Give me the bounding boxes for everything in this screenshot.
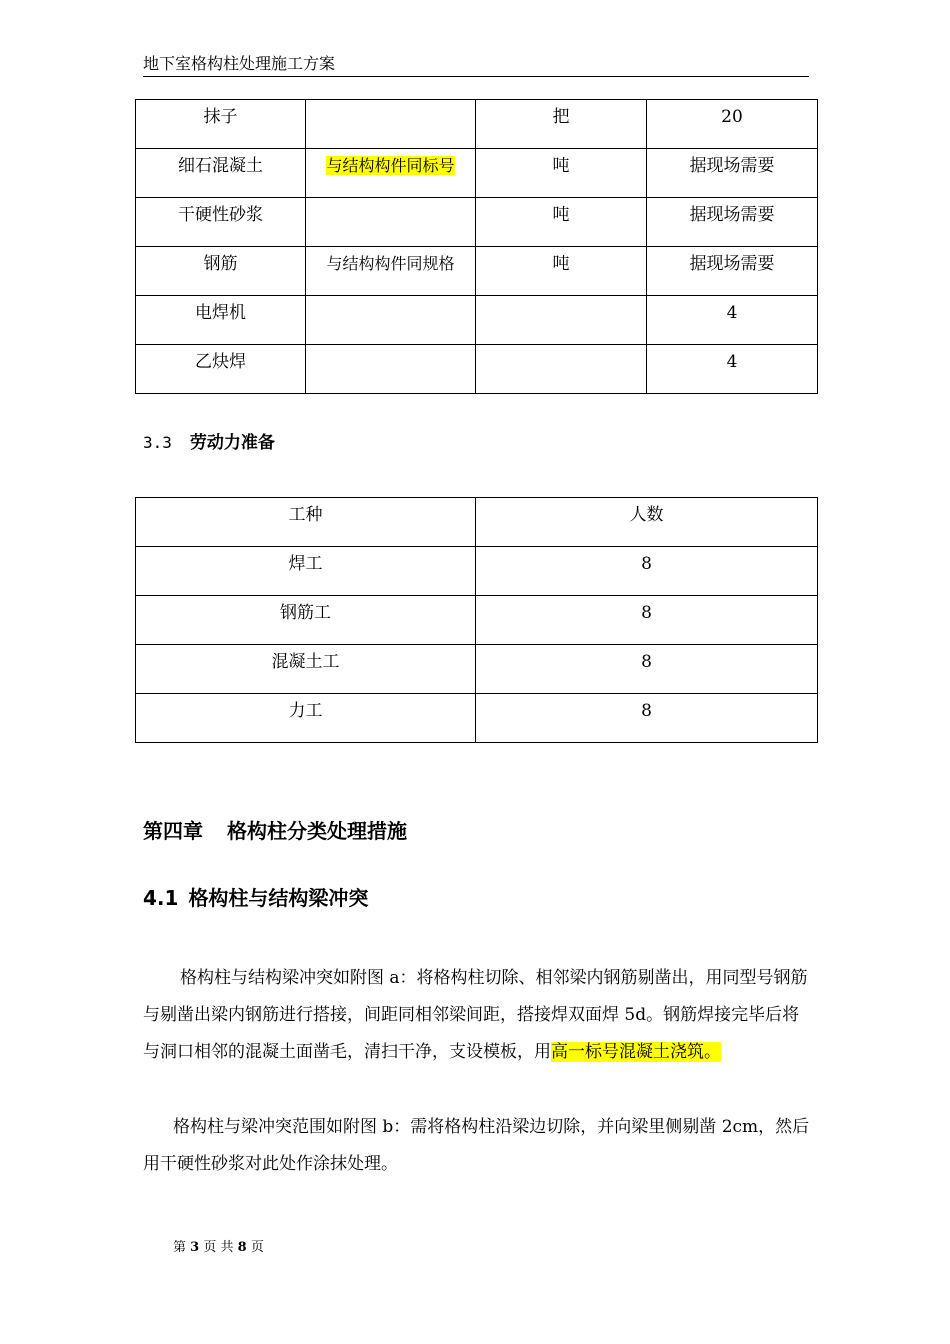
materials-table (135, 99, 818, 394)
material-name: 乙炔焊 (136, 345, 306, 394)
material-unit: 把 (476, 100, 647, 149)
labor-count: 8 (476, 547, 818, 596)
table-row (136, 596, 818, 645)
table-row (136, 345, 818, 394)
material-qty: 据现场需要 (647, 198, 818, 247)
section-title: 格构柱与结构梁冲突 (188, 886, 369, 910)
table-row (136, 547, 818, 596)
chapter-label: 第四章 (143, 819, 203, 843)
material-unit: 吨 (476, 149, 647, 198)
material-qty: 20 (647, 100, 818, 149)
material-name: 干硬性砂浆 (136, 198, 306, 247)
material-qty: 4 (647, 296, 818, 345)
table-row (136, 100, 818, 149)
total-pages: 8 (237, 1240, 247, 1255)
table-row (136, 694, 818, 743)
footer-middle: 页 共 (203, 1240, 234, 1255)
section-heading-3-3 (143, 428, 275, 453)
paragraph (143, 1109, 811, 1183)
labor-count: 8 (476, 694, 818, 743)
material-spec (306, 296, 476, 345)
material-name: 电焊机 (136, 296, 306, 345)
material-unit (476, 345, 647, 394)
material-unit: 吨 (476, 247, 647, 296)
section-heading-4-1 (143, 882, 368, 911)
table-header-row (136, 498, 818, 547)
table-row (136, 247, 818, 296)
material-spec (306, 345, 476, 394)
material-unit: 吨 (476, 198, 647, 247)
labor-type: 混凝土工 (136, 645, 476, 694)
page-header (143, 54, 809, 77)
material-spec: 与结构构件同规格 (306, 247, 476, 296)
footer-prefix: 第 (173, 1240, 187, 1255)
table-row (136, 198, 818, 247)
labor-type: 钢筋工 (136, 596, 476, 645)
table-row (136, 149, 818, 198)
page-footer (173, 1236, 264, 1255)
document-title: 地下室格构柱处理施工方案 (143, 54, 336, 73)
section-number: 4.1 (143, 886, 179, 910)
labor-table (135, 497, 818, 743)
column-header: 工种 (136, 498, 476, 547)
labor-count: 8 (476, 645, 818, 694)
section-number: 3.3 (143, 433, 172, 452)
column-header: 人数 (476, 498, 818, 547)
labor-count: 8 (476, 596, 818, 645)
material-qty: 据现场需要 (647, 149, 818, 198)
material-spec (306, 149, 476, 198)
paragraph-text: 格构柱与梁冲突范围如附图 b：需将格构柱沿梁边切除，并向梁里侧剔凿 2cm，然后用干硬性砂浆对此处作涂抹处理。 (143, 1117, 810, 1174)
paragraph-text: 格构柱与结构梁冲突如附图 a：将格构柱切除、相邻梁内钢筋剔凿出，用同型号钢筋与剔凿出梁内钢筋进行搭接，间距同相邻梁间距，搭接焊双面焊 5d。钢筋焊接完毕后将与洞口相邻的混凝土面凿毛，清扫干净，支设模板，用 (143, 968, 808, 1062)
material-name: 细石混凝土 (136, 149, 306, 198)
material-qty: 4 (647, 345, 818, 394)
table-row (136, 645, 818, 694)
material-name: 抹子 (136, 100, 306, 149)
material-name: 钢筋 (136, 247, 306, 296)
table-row (136, 296, 818, 345)
footer-suffix: 页 (250, 1240, 264, 1255)
section-title: 劳动力准备 (189, 433, 275, 453)
highlighted-spec: 与结构构件同标号 (326, 156, 455, 175)
material-unit (476, 296, 647, 345)
material-spec (306, 100, 476, 149)
chapter-title: 格构柱分类处理措施 (227, 819, 407, 843)
paragraph (143, 960, 811, 1071)
material-spec (306, 198, 476, 247)
labor-type: 力工 (136, 694, 476, 743)
labor-type: 焊工 (136, 547, 476, 596)
current-page-number: 3 (190, 1240, 200, 1255)
chapter-heading (143, 815, 407, 844)
highlighted-text: 高一标号混凝土浇筑。 (551, 1042, 721, 1062)
material-qty: 据现场需要 (647, 247, 818, 296)
